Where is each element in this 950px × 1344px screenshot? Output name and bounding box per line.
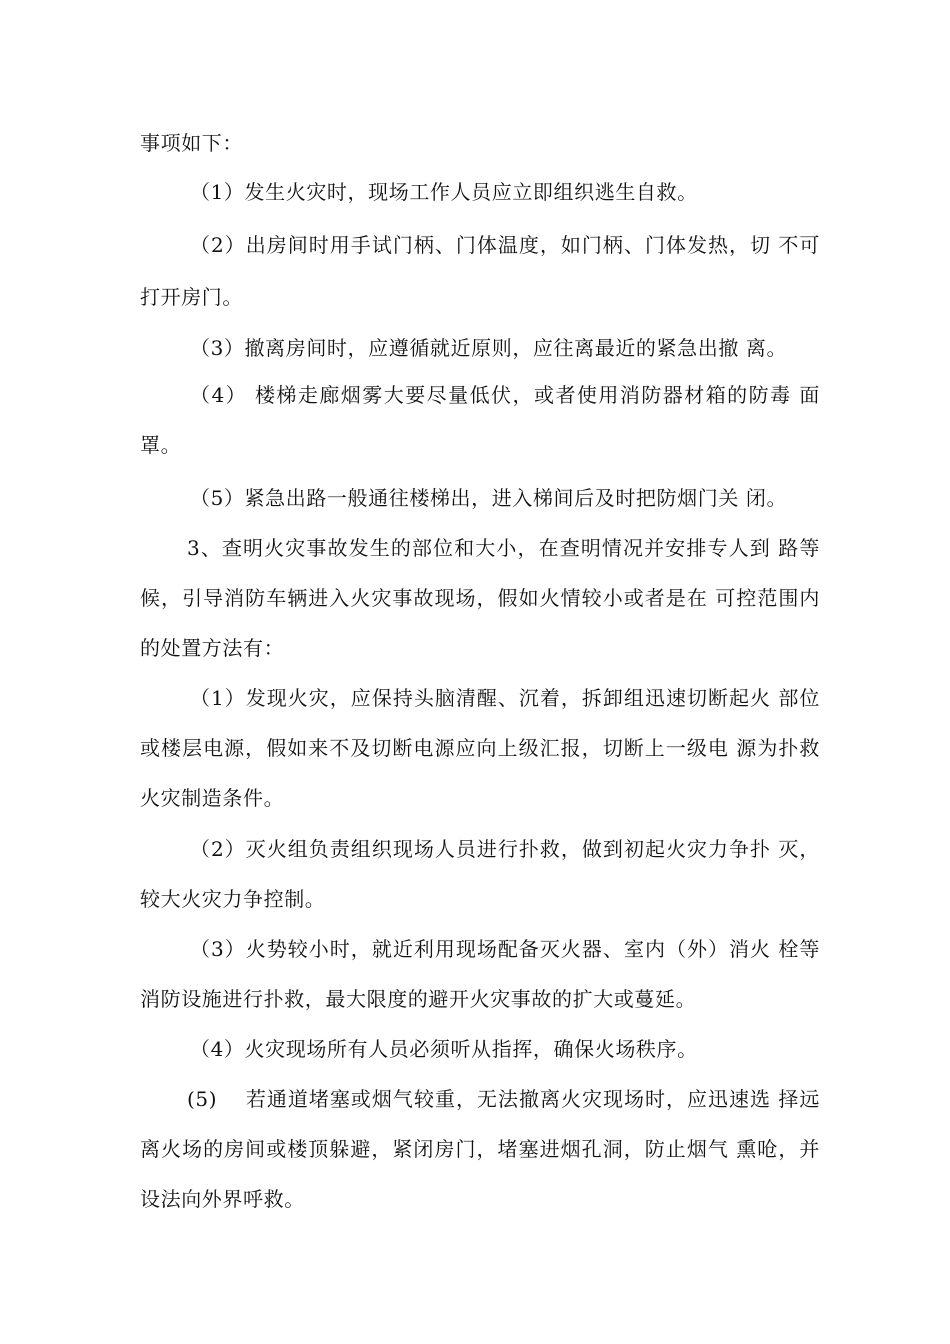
- text-line: （2）出房间时用手试门柄、门体温度，如门柄、门体发热，切 不可: [190, 233, 820, 257]
- text-line: 罩。: [140, 433, 182, 457]
- text-line: 较大火灾力争控制。: [140, 887, 326, 911]
- text-line: （1）发生火灾时，现场工作人员应立即组织逃生自救。: [190, 180, 698, 204]
- text-line: 离火场的房间或楼顶躲避，紧闭房门，堵塞进烟孔洞，防止烟气 熏呛，并: [140, 1137, 820, 1161]
- text-line: 消防设施进行扑救，最大限度的避开火灾事故的扩大或蔓延。: [140, 987, 697, 1011]
- text-line: （3）撤离房间时，应遵循就近原则，应往离最近的紧急出撤 离。: [190, 336, 788, 360]
- text-line: （3）火势较小时，就近利用现场配备灭火器、室内（外）消火 栓等: [190, 937, 820, 961]
- text-line: 打开房门。: [140, 285, 243, 309]
- text-line: 的处置方法有：: [140, 636, 285, 660]
- text-line: （4）火灾现场所有人员必须听从指挥，确保火场秩序。: [190, 1037, 698, 1061]
- text-line: 或楼层电源，假如来不及切断电源应向上级汇报，切断上一级电 源为扑救: [140, 736, 820, 760]
- text-line: 事项如下：: [140, 131, 243, 155]
- text-line: 火灾制造条件。: [140, 786, 285, 810]
- text-line: （2）灭火组负责组织现场人员进行扑救，做到初起火灾力争扑 灭，: [190, 837, 820, 861]
- text-line: （1）发现火灾，应保持头脑清醒、沉着，拆卸组迅速切断起火 部位: [190, 686, 820, 710]
- text-line: 候，引导消防车辆进入火灾事故现场，假如火情较小或者是在 可控范围内: [140, 586, 820, 610]
- text-line: （5）紧急出路一般通往楼梯出，进入梯间后及时把防烟门关 闭。: [190, 486, 788, 510]
- text-line: 3、查明火灾事故发生的部位和大小，在查明情况并安排专人到 路等: [187, 536, 820, 560]
- text-line: 设法向外界呼救。: [140, 1187, 305, 1211]
- text-line: （4） 楼梯走廊烟雾大要尽量低伏，或者使用消防器材箱的防毒 面: [190, 383, 820, 407]
- text-line: (5) 若通道堵塞或烟气较重，无法撤离火灾现场时，应迅速选 择远: [187, 1087, 820, 1111]
